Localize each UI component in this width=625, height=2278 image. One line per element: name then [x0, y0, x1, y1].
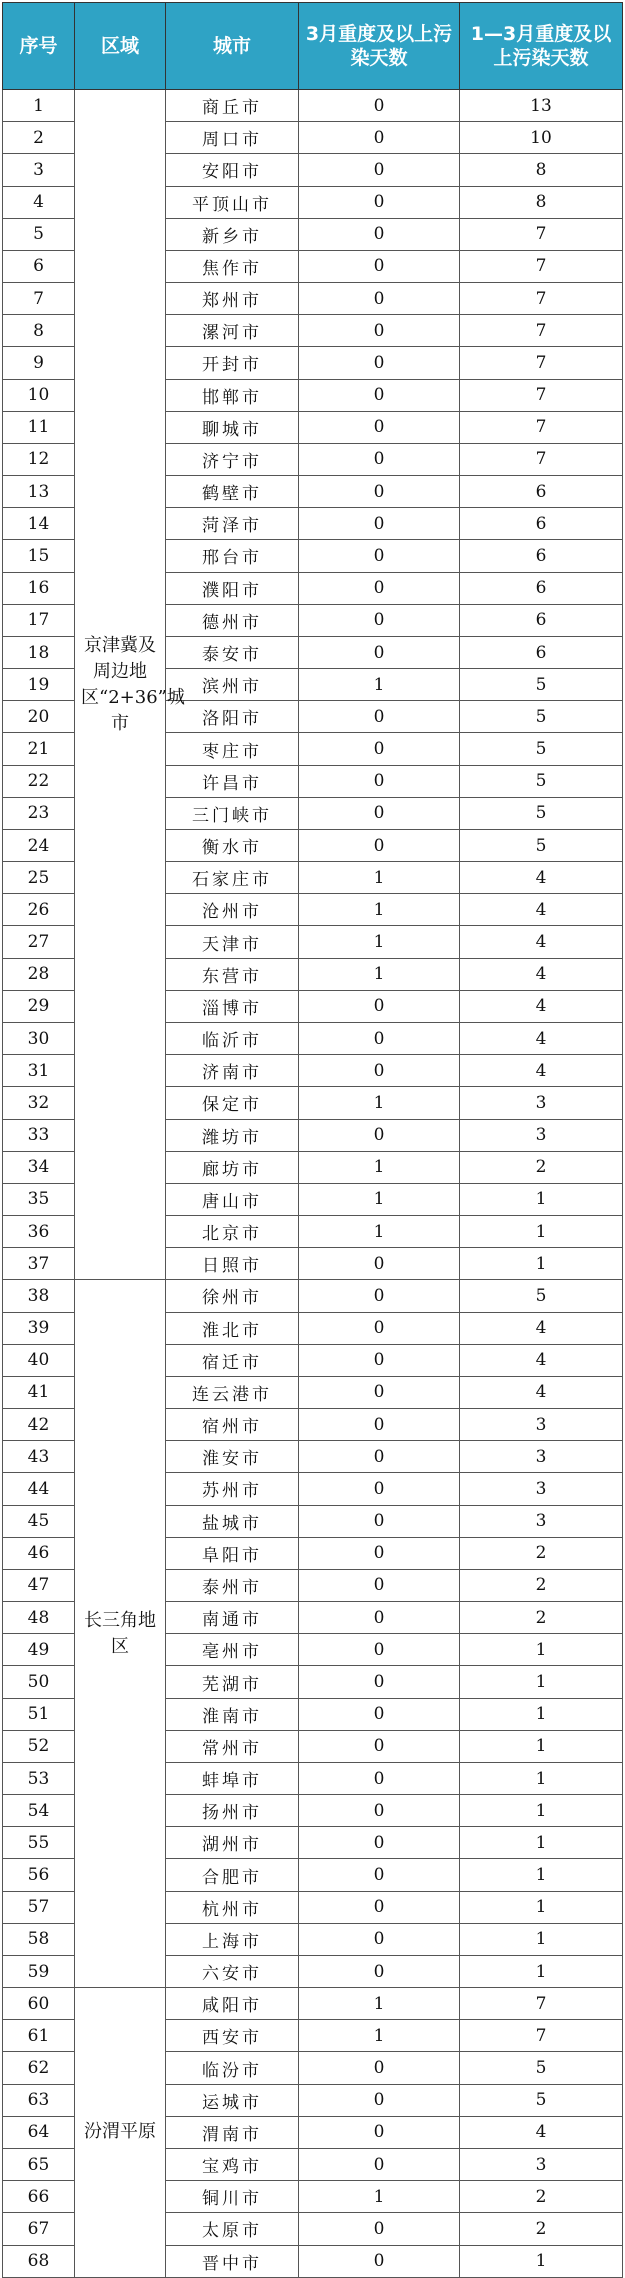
march-days: 0	[299, 1473, 460, 1505]
march-days: 0	[299, 2245, 460, 2277]
city-name: 聊城市	[166, 411, 299, 443]
table-header-row	[3, 3, 623, 90]
row-number: 68	[3, 2245, 75, 2277]
q1-days: 7	[460, 315, 623, 347]
row-number: 3	[3, 154, 75, 186]
city-name: 廊坊市	[166, 1151, 299, 1183]
row-number: 1	[3, 90, 75, 122]
city-name: 邯郸市	[166, 379, 299, 411]
row-number: 26	[3, 894, 75, 926]
region-cell: 汾渭平原	[75, 1988, 166, 2278]
city-name: 衡水市	[166, 829, 299, 861]
city-name: 三门峡市	[166, 797, 299, 829]
q1-days: 4	[460, 958, 623, 990]
q1-days: 5	[460, 1280, 623, 1312]
q1-days: 6	[460, 508, 623, 540]
region-cell: 长三角地区	[75, 1280, 166, 1988]
city-name: 太原市	[166, 2213, 299, 2245]
march-days: 0	[299, 1022, 460, 1054]
city-name: 淮北市	[166, 1312, 299, 1344]
march-days: 0	[299, 476, 460, 508]
row-number: 5	[3, 218, 75, 250]
march-days: 0	[299, 1055, 460, 1087]
q1-days: 1	[460, 1634, 623, 1666]
row-number: 38	[3, 1280, 75, 1312]
city-name: 西安市	[166, 2020, 299, 2052]
march-days: 0	[299, 379, 460, 411]
row-number: 66	[3, 2181, 75, 2213]
row-number: 8	[3, 315, 75, 347]
q1-days: 5	[460, 797, 623, 829]
row-number: 21	[3, 733, 75, 765]
march-days: 1	[299, 2181, 460, 2213]
march-days: 0	[299, 1923, 460, 1955]
q1-days: 4	[460, 1022, 623, 1054]
q1-days: 6	[460, 604, 623, 636]
city-name: 淮南市	[166, 1698, 299, 1730]
march-days: 1	[299, 669, 460, 701]
march-days: 0	[299, 1441, 460, 1473]
march-days: 0	[299, 411, 460, 443]
row-number: 6	[3, 250, 75, 282]
march-days: 0	[299, 1602, 460, 1634]
row-number: 14	[3, 508, 75, 540]
row-number: 33	[3, 1119, 75, 1151]
row-number: 56	[3, 1859, 75, 1891]
march-days: 0	[299, 1891, 460, 1923]
march-days: 0	[299, 2213, 460, 2245]
march-days: 0	[299, 1312, 460, 1344]
march-days: 0	[299, 572, 460, 604]
march-days: 0	[299, 1634, 460, 1666]
row-number: 64	[3, 2116, 75, 2148]
city-name: 周口市	[166, 122, 299, 154]
march-days: 0	[299, 443, 460, 475]
row-number: 19	[3, 669, 75, 701]
city-name: 咸阳市	[166, 1988, 299, 2020]
city-name: 鹤壁市	[166, 476, 299, 508]
q1-days: 4	[460, 1376, 623, 1408]
city-name: 沧州市	[166, 894, 299, 926]
q1-days: 1	[460, 1248, 623, 1280]
row-number: 34	[3, 1151, 75, 1183]
row-number: 61	[3, 2020, 75, 2052]
row-number: 7	[3, 283, 75, 315]
q1-days: 7	[460, 218, 623, 250]
city-name: 湖州市	[166, 1827, 299, 1859]
city-name: 上海市	[166, 1923, 299, 1955]
row-number: 25	[3, 862, 75, 894]
header-region: 区域	[75, 3, 166, 90]
city-name: 晋中市	[166, 2245, 299, 2277]
city-name: 杭州市	[166, 1891, 299, 1923]
march-days: 0	[299, 250, 460, 282]
march-days: 0	[299, 604, 460, 636]
march-days: 0	[299, 1795, 460, 1827]
row-number: 65	[3, 2149, 75, 2181]
q1-days: 2	[460, 2181, 623, 2213]
march-days: 1	[299, 1087, 460, 1119]
city-name: 开封市	[166, 347, 299, 379]
table-row	[3, 90, 623, 122]
q1-days: 1	[460, 1827, 623, 1859]
march-days: 0	[299, 829, 460, 861]
q1-days: 7	[460, 283, 623, 315]
q1-days: 3	[460, 1505, 623, 1537]
q1-days: 1	[460, 1955, 623, 1987]
city-name: 泰州市	[166, 1569, 299, 1601]
q1-days: 5	[460, 733, 623, 765]
city-name: 连云港市	[166, 1376, 299, 1408]
row-number: 42	[3, 1409, 75, 1441]
row-number: 15	[3, 540, 75, 572]
city-name: 枣庄市	[166, 733, 299, 765]
march-days: 0	[299, 1344, 460, 1376]
row-number: 36	[3, 1216, 75, 1248]
city-name: 日照市	[166, 1248, 299, 1280]
march-days: 0	[299, 283, 460, 315]
city-name: 临汾市	[166, 2052, 299, 2084]
row-number: 27	[3, 926, 75, 958]
row-number: 44	[3, 1473, 75, 1505]
city-name: 渭南市	[166, 2116, 299, 2148]
city-name: 阜阳市	[166, 1537, 299, 1569]
row-number: 30	[3, 1022, 75, 1054]
q1-days: 1	[460, 1891, 623, 1923]
header-q1-days: 1—3月重度及以上污染天数	[460, 3, 623, 90]
march-days: 0	[299, 186, 460, 218]
q1-days: 8	[460, 154, 623, 186]
row-number: 18	[3, 636, 75, 668]
q1-days: 1	[460, 1730, 623, 1762]
city-name: 合肥市	[166, 1859, 299, 1891]
march-days: 0	[299, 90, 460, 122]
city-name: 盐城市	[166, 1505, 299, 1537]
city-name: 徐州市	[166, 1280, 299, 1312]
march-days: 0	[299, 701, 460, 733]
q1-days: 1	[460, 1698, 623, 1730]
march-days: 0	[299, 636, 460, 668]
row-number: 17	[3, 604, 75, 636]
city-name: 亳州市	[166, 1634, 299, 1666]
city-name: 平顶山市	[166, 186, 299, 218]
row-number: 12	[3, 443, 75, 475]
q1-days: 5	[460, 829, 623, 861]
row-number: 40	[3, 1344, 75, 1376]
q1-days: 4	[460, 1055, 623, 1087]
row-number: 58	[3, 1923, 75, 1955]
march-days: 0	[299, 540, 460, 572]
city-name: 潍坊市	[166, 1119, 299, 1151]
q1-days: 4	[460, 862, 623, 894]
march-days: 0	[299, 1248, 460, 1280]
row-number: 22	[3, 765, 75, 797]
march-days: 0	[299, 1537, 460, 1569]
march-days: 0	[299, 122, 460, 154]
q1-days: 7	[460, 250, 623, 282]
q1-days: 4	[460, 1312, 623, 1344]
march-days: 1	[299, 958, 460, 990]
q1-days: 1	[460, 1795, 623, 1827]
q1-days: 5	[460, 765, 623, 797]
row-number: 13	[3, 476, 75, 508]
table-row	[3, 1280, 623, 1312]
city-name: 德州市	[166, 604, 299, 636]
city-name: 新乡市	[166, 218, 299, 250]
row-number: 4	[3, 186, 75, 218]
q1-days: 5	[460, 2084, 623, 2116]
march-days: 0	[299, 2084, 460, 2116]
q1-days: 7	[460, 411, 623, 443]
city-name: 天津市	[166, 926, 299, 958]
row-number: 43	[3, 1441, 75, 1473]
march-days: 0	[299, 1505, 460, 1537]
row-number: 54	[3, 1795, 75, 1827]
march-days: 0	[299, 218, 460, 250]
row-number: 9	[3, 347, 75, 379]
q1-days: 2	[460, 1151, 623, 1183]
march-days: 0	[299, 154, 460, 186]
city-name: 商丘市	[166, 90, 299, 122]
row-number: 23	[3, 797, 75, 829]
q1-days: 7	[460, 1988, 623, 2020]
city-name: 扬州市	[166, 1795, 299, 1827]
march-days: 0	[299, 1376, 460, 1408]
q1-days: 5	[460, 2052, 623, 2084]
row-number: 37	[3, 1248, 75, 1280]
march-days: 0	[299, 1666, 460, 1698]
row-number: 16	[3, 572, 75, 604]
q1-days: 10	[460, 122, 623, 154]
table-row	[3, 1988, 623, 2020]
row-number: 47	[3, 1569, 75, 1601]
row-number: 52	[3, 1730, 75, 1762]
q1-days: 5	[460, 669, 623, 701]
city-name: 邢台市	[166, 540, 299, 572]
row-number: 10	[3, 379, 75, 411]
march-days: 0	[299, 1698, 460, 1730]
row-number: 11	[3, 411, 75, 443]
q1-days: 4	[460, 1344, 623, 1376]
city-name: 运城市	[166, 2084, 299, 2116]
city-name: 铜川市	[166, 2181, 299, 2213]
march-days: 0	[299, 1119, 460, 1151]
q1-days: 3	[460, 1087, 623, 1119]
city-name: 许昌市	[166, 765, 299, 797]
q1-days: 6	[460, 540, 623, 572]
row-number: 20	[3, 701, 75, 733]
q1-days: 7	[460, 379, 623, 411]
row-number: 60	[3, 1988, 75, 2020]
march-days: 0	[299, 1827, 460, 1859]
row-number: 50	[3, 1666, 75, 1698]
city-name: 滨州市	[166, 669, 299, 701]
row-number: 24	[3, 829, 75, 861]
q1-days: 2	[460, 1602, 623, 1634]
march-days: 0	[299, 508, 460, 540]
q1-days: 1	[460, 2245, 623, 2277]
city-name: 濮阳市	[166, 572, 299, 604]
row-number: 31	[3, 1055, 75, 1087]
q1-days: 8	[460, 186, 623, 218]
q1-days: 4	[460, 894, 623, 926]
q1-days: 7	[460, 2020, 623, 2052]
row-number: 51	[3, 1698, 75, 1730]
row-number: 53	[3, 1762, 75, 1794]
march-days: 0	[299, 2052, 460, 2084]
q1-days: 4	[460, 926, 623, 958]
row-number: 39	[3, 1312, 75, 1344]
q1-days: 4	[460, 990, 623, 1022]
city-name: 唐山市	[166, 1183, 299, 1215]
city-name: 南通市	[166, 1602, 299, 1634]
q1-days: 5	[460, 701, 623, 733]
q1-days: 2	[460, 1569, 623, 1601]
q1-days: 1	[460, 1216, 623, 1248]
city-name: 漯河市	[166, 315, 299, 347]
march-days: 0	[299, 315, 460, 347]
city-name: 宿迁市	[166, 1344, 299, 1376]
q1-days: 2	[460, 2213, 623, 2245]
march-days: 0	[299, 1859, 460, 1891]
q1-days: 13	[460, 90, 623, 122]
march-days: 0	[299, 2116, 460, 2148]
march-days: 1	[299, 926, 460, 958]
row-number: 35	[3, 1183, 75, 1215]
q1-days: 6	[460, 636, 623, 668]
march-days: 0	[299, 733, 460, 765]
march-days: 1	[299, 862, 460, 894]
march-days: 0	[299, 1409, 460, 1441]
march-days: 0	[299, 1955, 460, 1987]
city-name: 淮安市	[166, 1441, 299, 1473]
q1-days: 6	[460, 476, 623, 508]
region-cell: 京津冀及周边地区“2+36”城市	[75, 90, 166, 1280]
row-number: 49	[3, 1634, 75, 1666]
city-name: 临沂市	[166, 1022, 299, 1054]
march-days: 0	[299, 1569, 460, 1601]
row-number: 29	[3, 990, 75, 1022]
row-number: 62	[3, 2052, 75, 2084]
city-name: 淄博市	[166, 990, 299, 1022]
row-number: 57	[3, 1891, 75, 1923]
march-days: 1	[299, 1183, 460, 1215]
q1-days: 3	[460, 1441, 623, 1473]
q1-days: 1	[460, 1666, 623, 1698]
city-name: 保定市	[166, 1087, 299, 1119]
city-name: 常州市	[166, 1730, 299, 1762]
march-days: 1	[299, 1151, 460, 1183]
q1-days: 1	[460, 1923, 623, 1955]
city-name: 泰安市	[166, 636, 299, 668]
row-number: 55	[3, 1827, 75, 1859]
city-name: 济南市	[166, 1055, 299, 1087]
march-days: 1	[299, 1216, 460, 1248]
row-number: 32	[3, 1087, 75, 1119]
header-city: 城市	[166, 3, 299, 90]
city-name: 北京市	[166, 1216, 299, 1248]
row-number: 41	[3, 1376, 75, 1408]
city-name: 焦作市	[166, 250, 299, 282]
q1-days: 6	[460, 572, 623, 604]
row-number: 46	[3, 1537, 75, 1569]
march-days: 1	[299, 2020, 460, 2052]
city-name: 东营市	[166, 958, 299, 990]
city-name: 济宁市	[166, 443, 299, 475]
q1-days: 3	[460, 1409, 623, 1441]
pollution-days-table	[2, 2, 623, 2278]
city-name: 安阳市	[166, 154, 299, 186]
q1-days: 4	[460, 2116, 623, 2148]
q1-days: 3	[460, 2149, 623, 2181]
city-name: 六安市	[166, 1955, 299, 1987]
header-no: 序号	[3, 3, 75, 90]
march-days: 1	[299, 1988, 460, 2020]
q1-days: 1	[460, 1762, 623, 1794]
city-name: 宝鸡市	[166, 2149, 299, 2181]
march-days: 0	[299, 990, 460, 1022]
march-days: 0	[299, 797, 460, 829]
march-days: 0	[299, 347, 460, 379]
march-days: 0	[299, 2149, 460, 2181]
row-number: 59	[3, 1955, 75, 1987]
row-number: 28	[3, 958, 75, 990]
q1-days: 1	[460, 1183, 623, 1215]
march-days: 1	[299, 894, 460, 926]
march-days: 0	[299, 1762, 460, 1794]
row-number: 67	[3, 2213, 75, 2245]
q1-days: 7	[460, 347, 623, 379]
q1-days: 2	[460, 1537, 623, 1569]
q1-days: 3	[460, 1119, 623, 1151]
q1-days: 3	[460, 1473, 623, 1505]
row-number: 63	[3, 2084, 75, 2116]
march-days: 0	[299, 1280, 460, 1312]
march-days: 0	[299, 765, 460, 797]
city-name: 苏州市	[166, 1473, 299, 1505]
city-name: 蚌埠市	[166, 1762, 299, 1794]
city-name: 石家庄市	[166, 862, 299, 894]
city-name: 菏泽市	[166, 508, 299, 540]
city-name: 芜湖市	[166, 1666, 299, 1698]
table-body	[3, 90, 623, 2278]
march-days: 0	[299, 1730, 460, 1762]
city-name: 郑州市	[166, 283, 299, 315]
row-number: 48	[3, 1602, 75, 1634]
row-number: 2	[3, 122, 75, 154]
header-march-days: 3月重度及以上污染天数	[299, 3, 460, 90]
q1-days: 7	[460, 443, 623, 475]
row-number: 45	[3, 1505, 75, 1537]
q1-days: 1	[460, 1859, 623, 1891]
city-name: 宿州市	[166, 1409, 299, 1441]
city-name: 洛阳市	[166, 701, 299, 733]
